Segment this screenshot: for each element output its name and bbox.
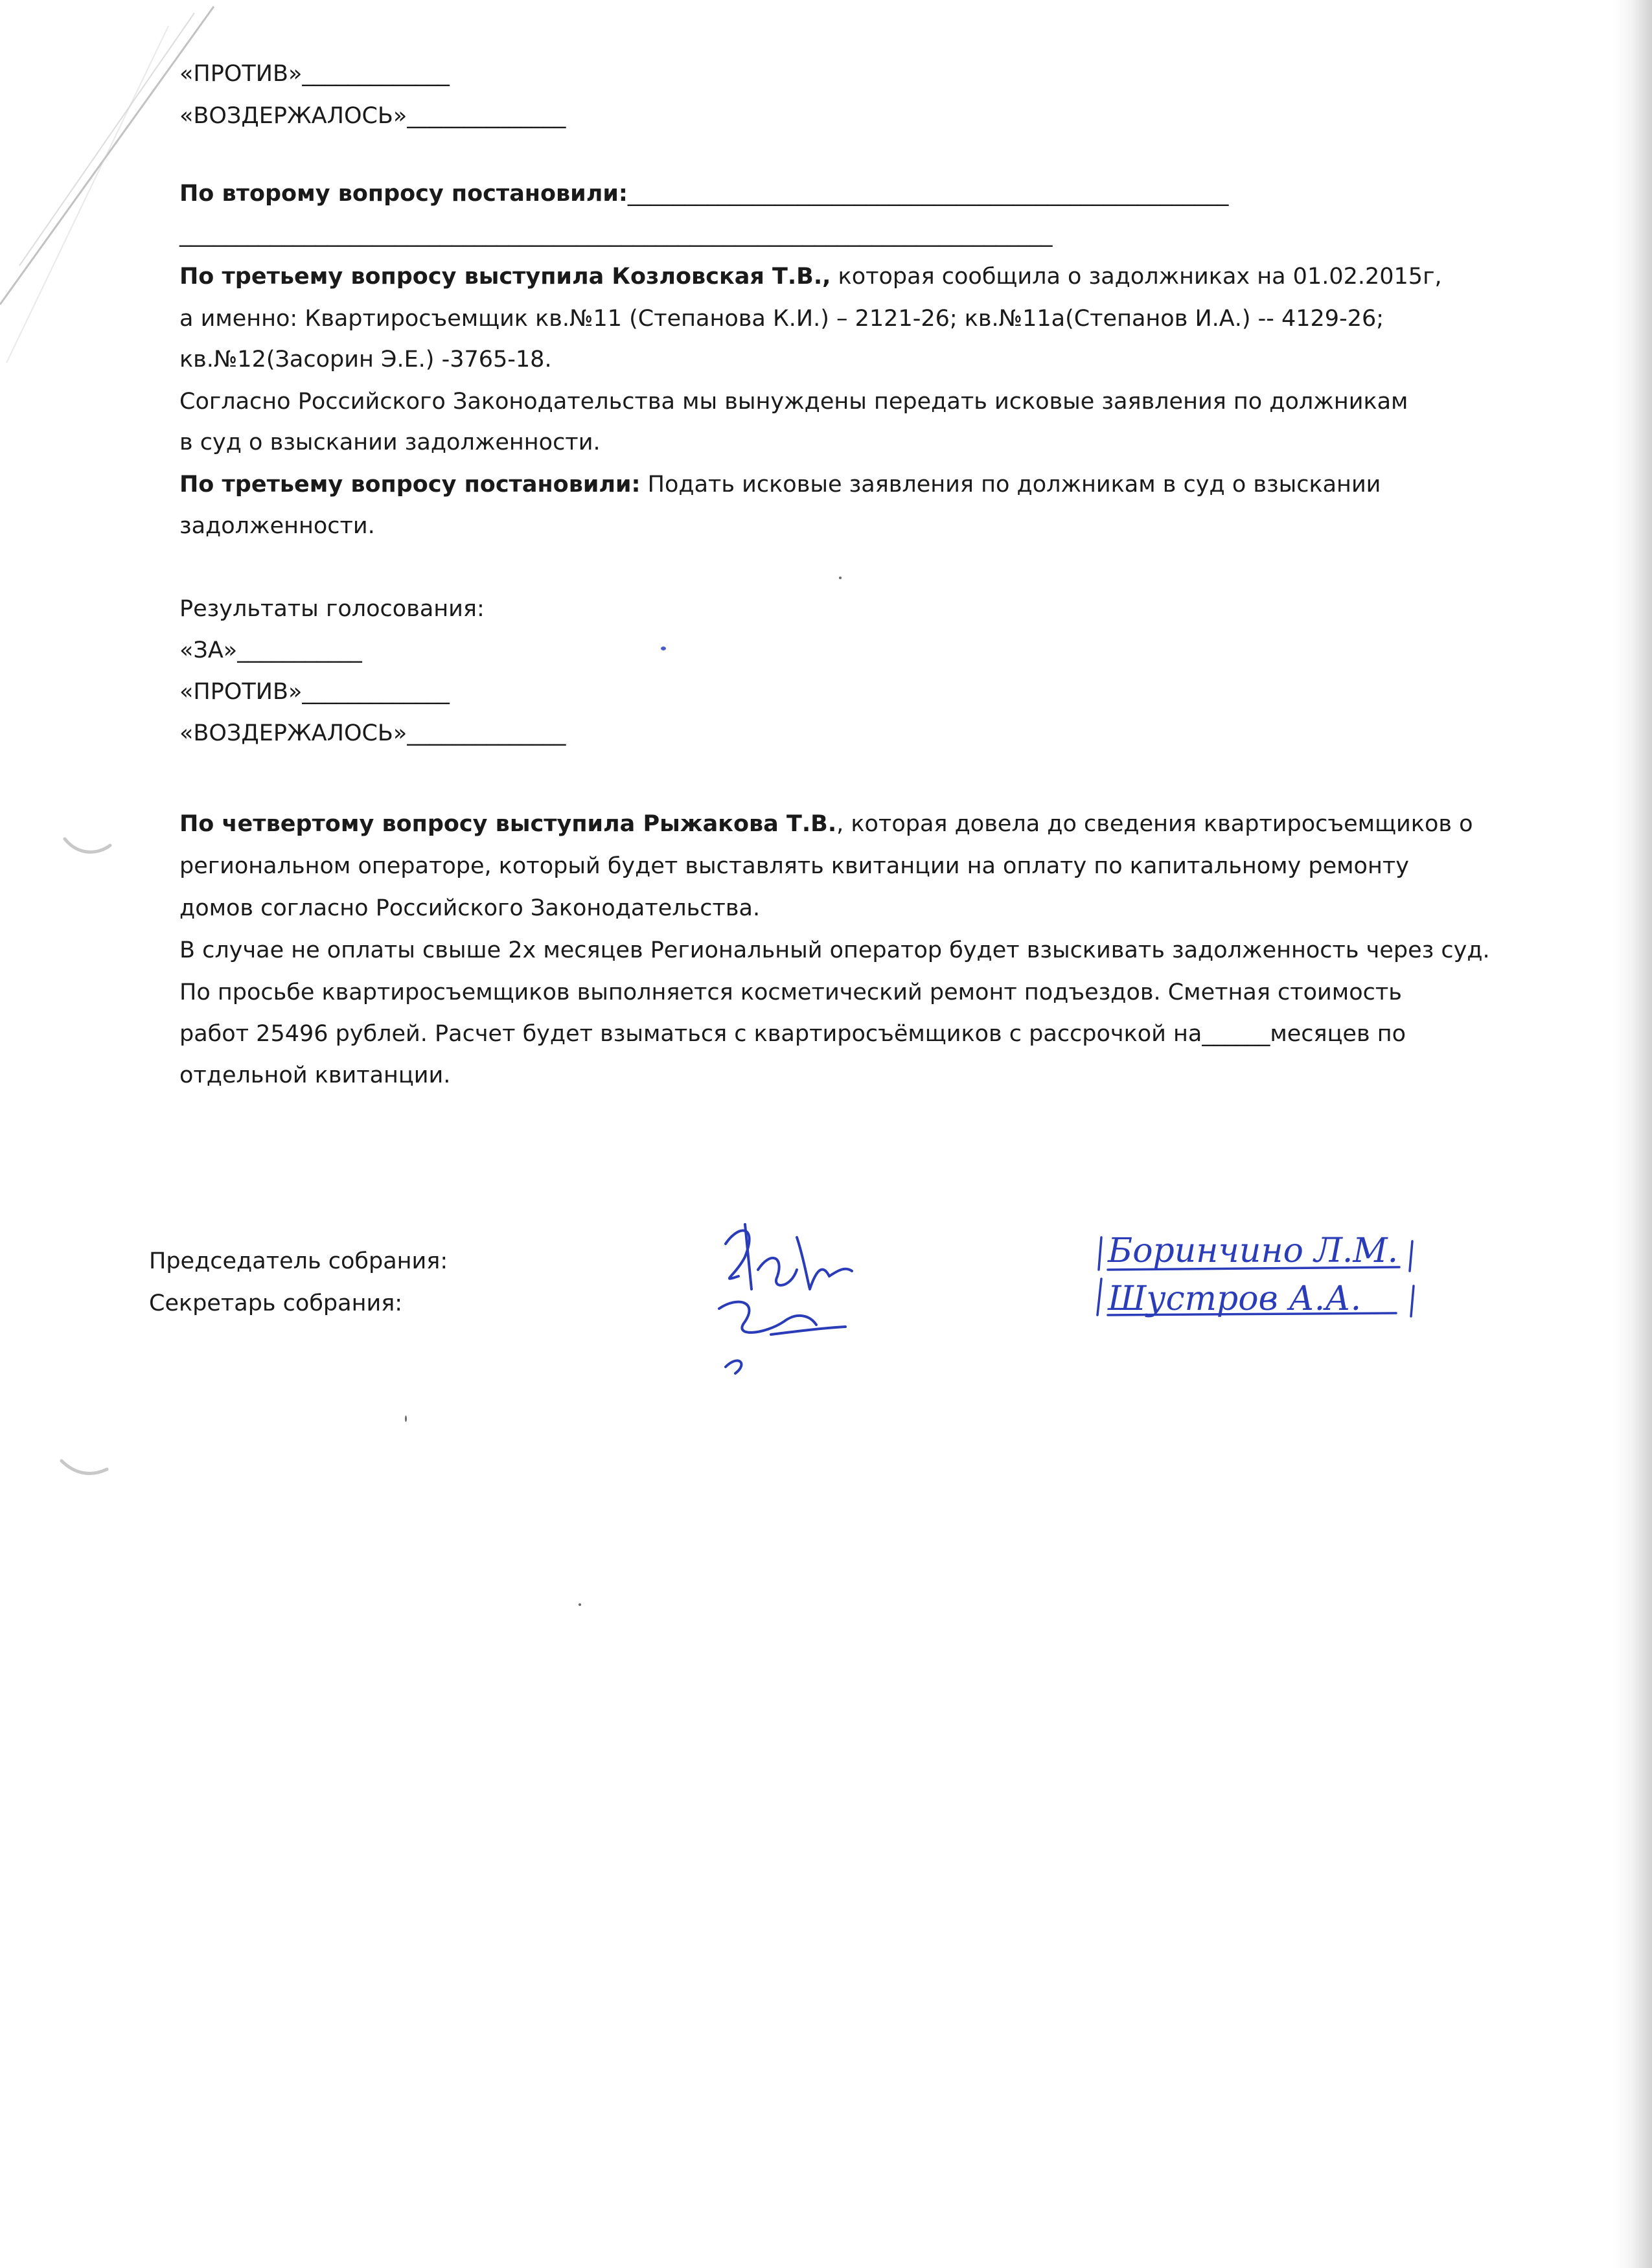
ink-speck xyxy=(661,647,666,650)
vote-abstain-line: «ВОЗДЕРЖАЛОСЬ»______________ xyxy=(179,103,566,129)
second-question-resolution-heading: По второму вопросу постановили: xyxy=(179,181,628,207)
fourth-question-line-2: региональном операторе, который будет выставлять квитанции на оплату по капитальному ремонту xyxy=(179,853,1409,879)
voting-results-heading: Результаты голосования: xyxy=(179,596,485,622)
vote-abstain-line-2: «ВОЗДЕРЖАЛОСЬ»______________ xyxy=(179,720,566,746)
third-question-resolution-cont: задолженности. xyxy=(179,513,375,539)
scanned-page-edge xyxy=(1613,0,1652,2268)
fourth-question-line-5: По просьбе квартиросъемщиков выполняется косметический ремонт подъездов. Сметная стоимость xyxy=(179,979,1402,1005)
third-question-speaker xyxy=(179,262,1442,291)
chair-label: Председатель собрания: xyxy=(149,1248,448,1274)
debtors-list-line-1: а именно: Квартиросъемщик кв.№11 (Степанова К.И.) – 2121-26; кв.№11а(Степанов И.А.) -- 4129-26; xyxy=(179,306,1384,332)
handwritten-signatures xyxy=(700,1198,868,1393)
handwritten-names xyxy=(1095,1224,1432,1322)
secretary-label: Секретарь собрания: xyxy=(149,1290,403,1316)
second-question-resolution xyxy=(179,179,1228,208)
second-question-resolution-blank: _____________________________________________________ xyxy=(627,181,1229,207)
blank-line: _____________________________________________________________________________ xyxy=(179,222,1053,247)
fourth-question-line-7: отдельной квитанции. xyxy=(179,1062,451,1088)
debtors-list-line-2: кв.№12(Засорин Э.Е.) -3765-18. xyxy=(179,347,552,372)
fourth-question-speaker-heading: По четвертому вопросу выступила Рыжакова Т.В. xyxy=(179,811,837,837)
secretary-handwritten-name: Шустров А.А. xyxy=(1108,1279,1362,1318)
scan-speck xyxy=(839,577,842,579)
fourth-question-line-4: В случае не оплаты свыше 2х месяцев Региональный оператор будет взыскивать задолженность через суд. xyxy=(179,937,1490,963)
vote-against-line-2: «ПРОТИВ»_____________ xyxy=(179,679,450,705)
chair-handwritten-name: Боринчино Л.М. xyxy=(1108,1231,1399,1270)
vote-for-line: «ЗА»___________ xyxy=(179,637,362,663)
legal-note-line-2: в суд о взыскании задолженности. xyxy=(179,430,601,455)
vote-against-line: «ПРОТИВ»_____________ xyxy=(179,61,450,87)
fourth-question-speaker xyxy=(179,810,1473,838)
third-question-resolution xyxy=(179,470,1381,499)
legal-note-line-1: Согласно Российского Законодательства мы вынуждены передать исковые заявления по должникам xyxy=(179,389,1408,415)
scan-mark-2 xyxy=(55,1451,113,1490)
scan-speck xyxy=(405,1415,407,1422)
third-question-resolution-text: Подать исковые заявления по должникам в суд о взыскании xyxy=(640,472,1381,498)
scan-speck xyxy=(579,1603,581,1606)
third-question-resolution-heading: По третьему вопросу постановили: xyxy=(179,472,641,498)
third-question-speaker-text: которая сообщила о задолжниках на 01.02.2015г, xyxy=(831,264,1442,290)
scan-mark-1 xyxy=(58,826,117,865)
fourth-question-line-3: домов согласно Российского Законодательства. xyxy=(179,895,761,921)
fourth-question-speaker-text: , которая довела до сведения квартиросъемщиков о xyxy=(836,811,1473,837)
third-question-speaker-heading: По третьему вопросу выступила Козловская Т.В., xyxy=(179,264,831,290)
fourth-question-line-6: работ 25496 рублей. Расчет будет взыматься с квартиросъёмщиков с рассрочкой на______месяцев по xyxy=(179,1021,1406,1047)
